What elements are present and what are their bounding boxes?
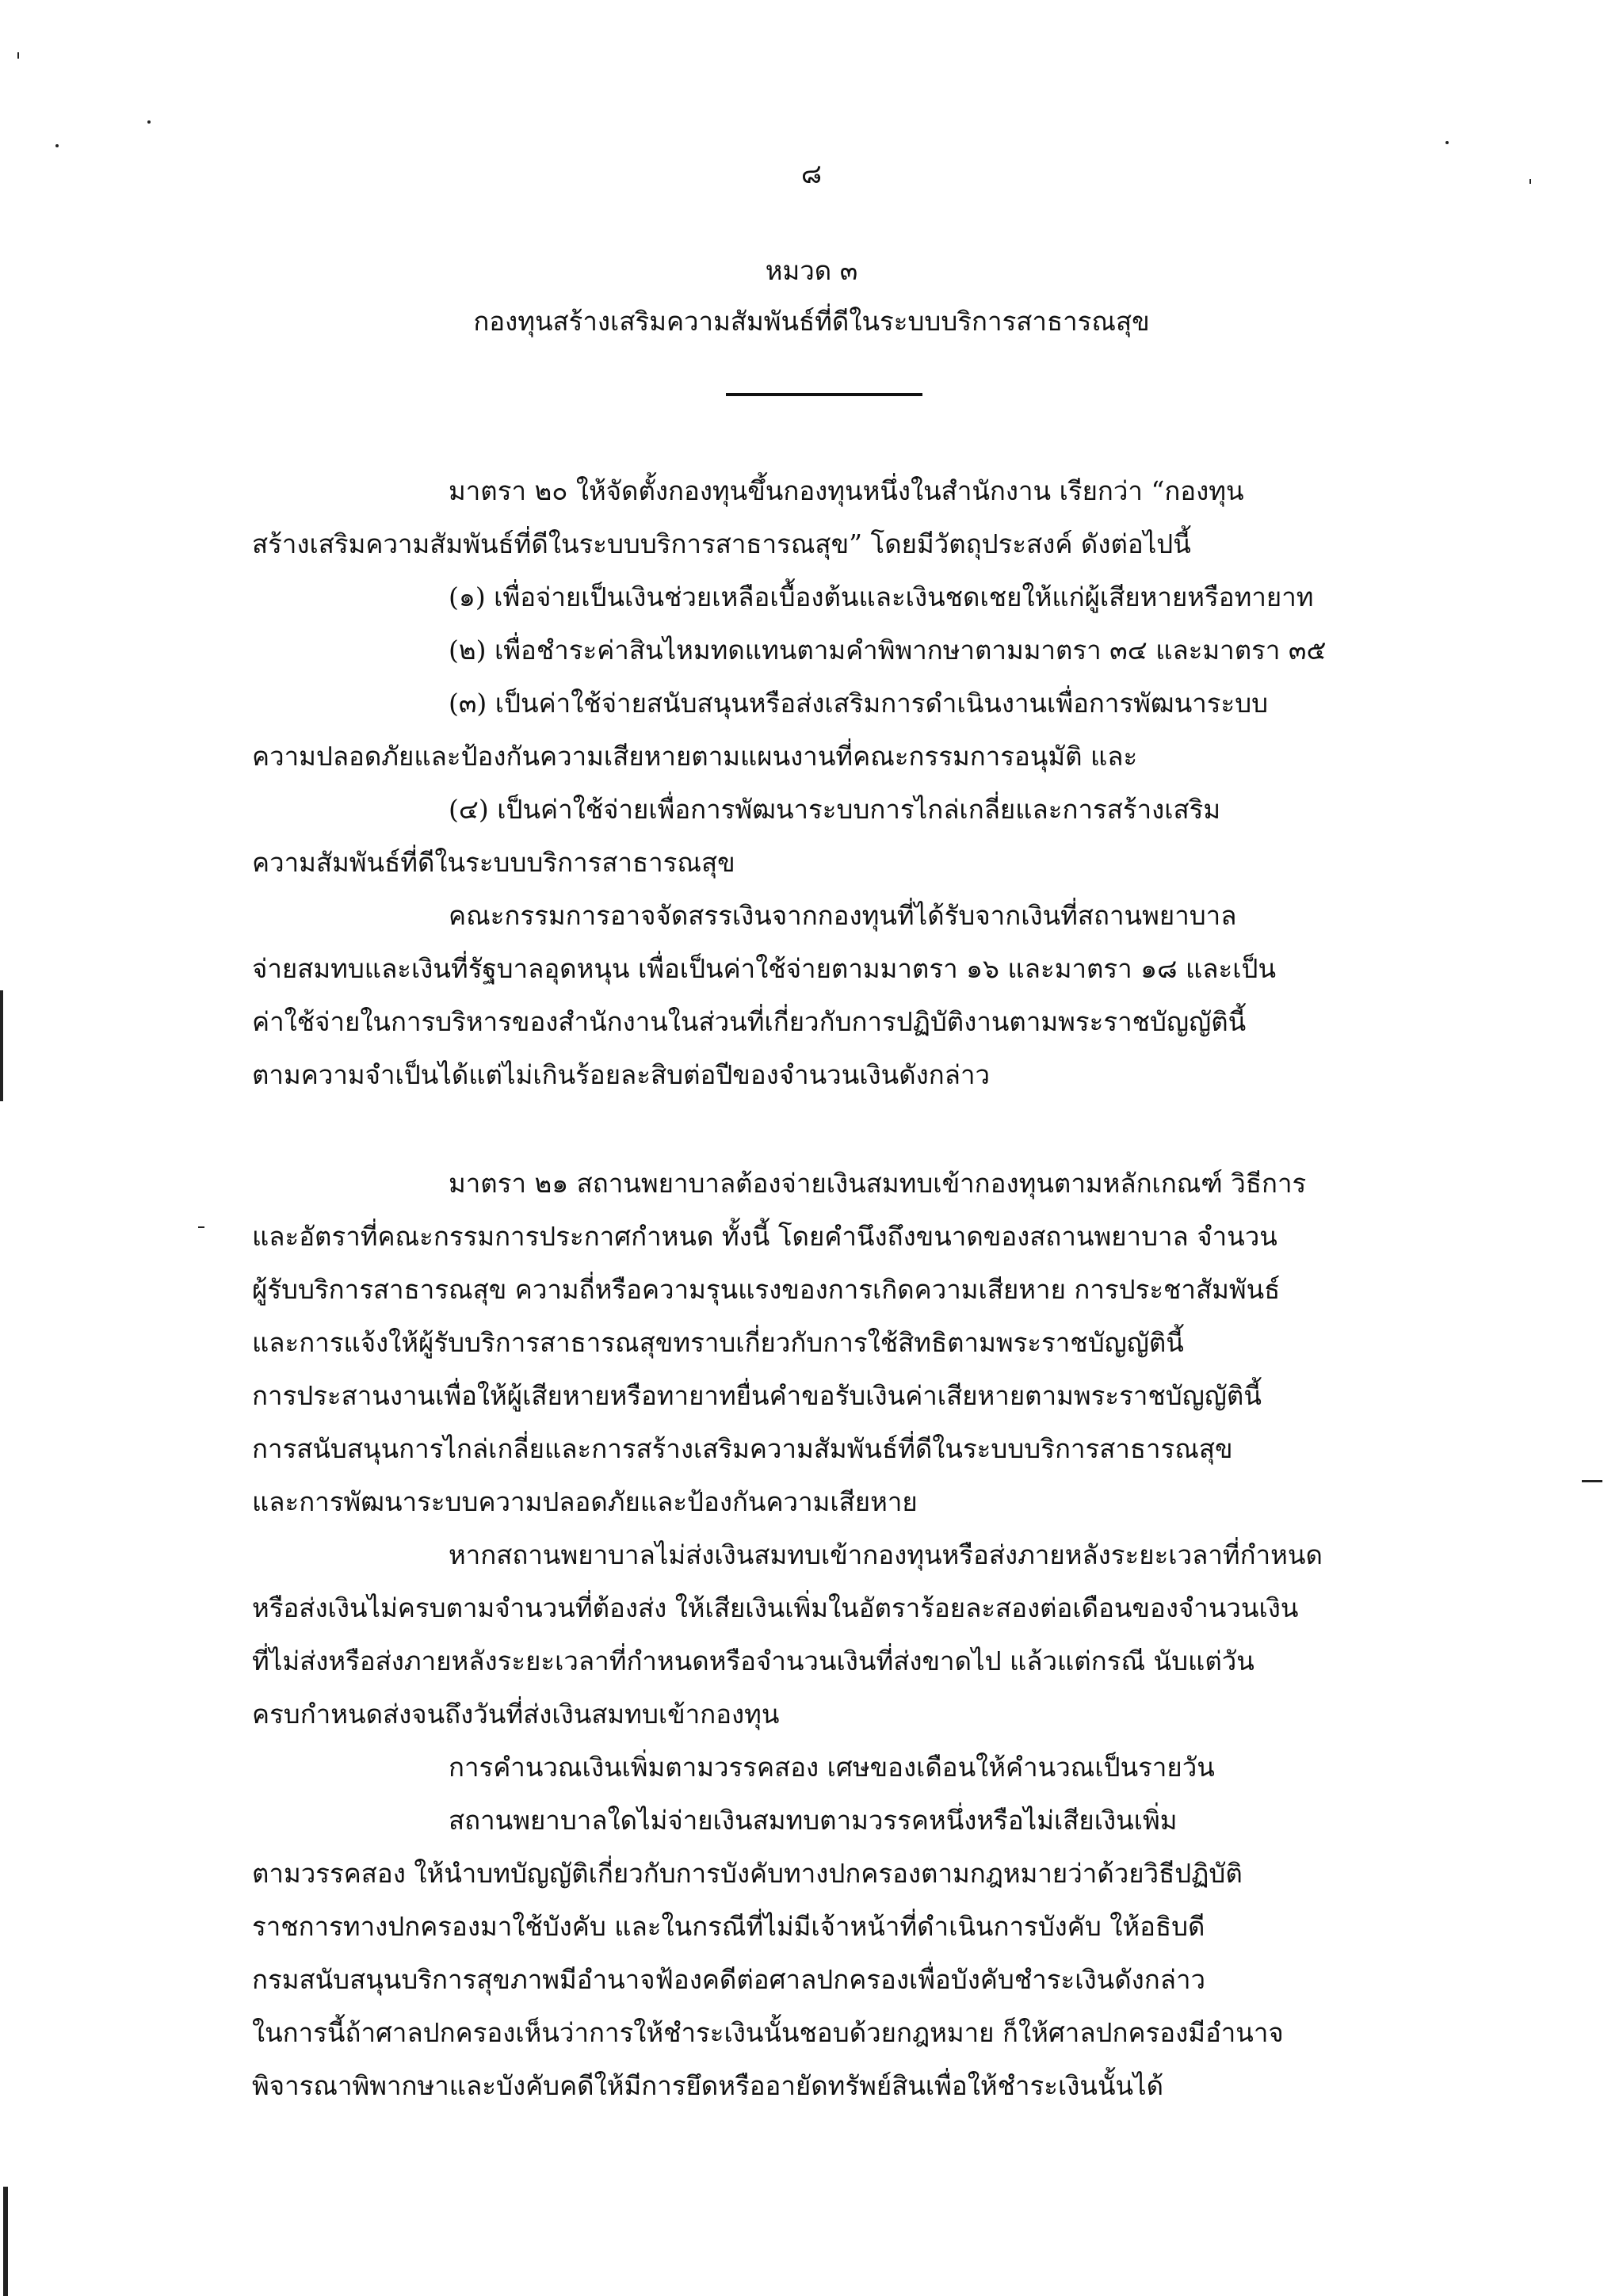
paragraph-line: พิจารณาพิพากษาและบังคับคดีให้มีการยึดหรืออายัดทรัพย์สินเพื่อให้ชำระเงินนั้นได้	[252, 2070, 1164, 2101]
scan-edge-mark	[3, 2187, 8, 2296]
scan-edge-mark	[0, 990, 3, 1101]
scan-dot	[147, 120, 151, 124]
scan-dash	[198, 1226, 204, 1228]
scan-dash	[1582, 1480, 1602, 1482]
paragraph-line: ตามความจำเป็นได้แต่ไม่เกินร้อยละสิบต่อปีของจำนวนเงินดังกล่าว	[252, 1059, 991, 1090]
scan-dash	[1529, 179, 1531, 184]
section-divider	[726, 393, 922, 396]
list-item: (๓) เป็นค่าใช้จ่ายสนับสนุนหรือส่งเสริมการดำเนินงานเพื่อการพัฒนาระบบ	[449, 688, 1269, 719]
paragraph-line: และอัตราที่คณะกรรมการประกาศกำหนด ทั้งนี้ โดยคำนึงถึงขนาดของสถานพยาบาล จำนวน	[252, 1221, 1277, 1252]
paragraph-line: จ่ายสมทบและเงินที่รัฐบาลอุดหนุน เพื่อเป็นค่าใช้จ่ายตามมาตรา ๑๖ และมาตรา ๑๘ และเป็น	[252, 953, 1277, 984]
chapter-title: กองทุนสร้างเสริมความสัมพันธ์ที่ดีในระบบบริการสาธารณสุข	[473, 306, 1150, 337]
paragraph-line: ครบกำหนดส่งจนถึงวันที่ส่งเงินสมทบเข้ากองทุน	[252, 1699, 780, 1730]
paragraph-line: ในการนี้ถ้าศาลปกครองเห็นว่าการให้ชำระเงินนั้นชอบด้วยกฎหมาย ก็ให้ศาลปกครองมีอำนาจ	[252, 2017, 1284, 2048]
paragraph-line: การคำนวณเงินเพิ่มตามวรรคสอง เศษของเดือนให้คำนวณเป็นรายวัน	[449, 1752, 1215, 1783]
list-item: (๑) เพื่อจ่ายเป็นเงินช่วยเหลือเบื้องต้นและเงินชดเชยให้แก่ผู้เสียหายหรือทายาท	[449, 582, 1314, 612]
paragraph-line: ผู้รับบริการสาธารณสุข ความถี่หรือความรุนแรงของการเกิดความเสียหาย การประชาสัมพันธ์	[252, 1274, 1281, 1305]
paragraph-line: หากสถานพยาบาลไม่ส่งเงินสมทบเข้ากองทุนหรือส่งภายหลังระยะเวลาที่กำหนด	[449, 1539, 1323, 1570]
paragraph-line: ราชการทางปกครองมาใช้บังคับ และในกรณีที่ไม่มีเจ้าหน้าที่ดำเนินการบังคับ ให้อธิบดี	[252, 1911, 1205, 1942]
paragraph-line: ที่ไม่ส่งหรือส่งภายหลังระยะเวลาที่กำหนดหรือจำนวนเงินที่ส่งขาดไป แล้วแต่กรณี นับแต่วัน	[252, 1646, 1254, 1676]
paragraph-line: การสนับสนุนการไกล่เกลี่ยและการสร้างเสริมความสัมพันธ์ที่ดีในระบบบริการสาธารณสุข	[252, 1433, 1233, 1464]
paragraph-line: คณะกรรมการอาจจัดสรรเงินจากกองทุนที่ได้รับจากเงินที่สถานพยาบาล	[449, 900, 1237, 931]
list-item: (๒) เพื่อชำระค่าสินไหมทดแทนตามคำพิพากษาตามมาตรา ๓๔ และมาตรา ๓๕	[449, 635, 1327, 666]
page-number: ๘	[800, 158, 823, 190]
paragraph-line: สร้างเสริมความสัมพันธ์ที่ดีในระบบบริการสาธารณสุข” โดยมีวัตถุประสงค์ ดังต่อไปนี้	[252, 528, 1191, 559]
paragraph-line: และการพัฒนาระบบความปลอดภัยและป้องกันความเสียหาย	[252, 1486, 918, 1517]
scan-dot	[1445, 141, 1449, 144]
paragraph-line: สถานพยาบาลใดไม่จ่ายเงินสมทบตามวรรคหนึ่งหรือไม่เสียเงินเพิ่ม	[449, 1805, 1178, 1836]
paragraph-line: ค่าใช้จ่ายในการบริหารของสำนักงานในส่วนที่เกี่ยวกับการปฏิบัติงานตามพระราชบัญญัตินี้	[252, 1006, 1247, 1037]
paragraph-line: กรมสนับสนุนบริการสุขภาพมีอำนาจฟ้องคดีต่อศาลปกครองเพื่อบังคับชำระเงินดังกล่าว	[252, 1964, 1206, 1995]
paragraph-line: ตามวรรคสอง ให้นำบทบัญญัติเกี่ยวกับการบังคับทางปกครองตามกฎหมายว่าด้วยวิธีปฏิบัติ	[252, 1858, 1243, 1889]
chapter-heading: หมวด ๓	[765, 255, 858, 286]
paragraph-line: มาตรา ๒๐ ให้จัดตั้งกองทุนขึ้นกองทุนหนึ่งในสำนักงาน เรียกว่า “กองทุน	[449, 475, 1244, 506]
paragraph-line: ความปลอดภัยและป้องกันความเสียหายตามแผนงานที่คณะกรรมการอนุมัติ และ	[252, 741, 1138, 772]
scan-dash	[17, 52, 19, 59]
paragraph-line: ความสัมพันธ์ที่ดีในระบบบริการสาธารณสุข	[252, 847, 735, 878]
paragraph-line: และการแจ้งให้ผู้รับบริการสาธารณสุขทราบเกี่ยวกับการใช้สิทธิตามพระราชบัญญัตินี้	[252, 1327, 1184, 1358]
list-item: (๔) เป็นค่าใช้จ่ายเพื่อการพัฒนาระบบการไกล่เกลี่ยและการสร้างเสริม	[449, 794, 1221, 825]
paragraph-line: การประสานงานเพื่อให้ผู้เสียหายหรือทายาทยื่นคำขอรับเงินค่าเสียหายตามพระราชบัญญัตินี้	[252, 1380, 1262, 1411]
paragraph-line: หรือส่งเงินไม่ครบตามจำนวนที่ต้องส่ง ให้เสียเงินเพิ่มในอัตราร้อยละสองต่อเดือนของจำนวนเงิน	[252, 1592, 1299, 1623]
paragraph-line: มาตรา ๒๑ สถานพยาบาลต้องจ่ายเงินสมทบเข้ากองทุนตามหลักเกณฑ์ วิธีการ	[449, 1168, 1307, 1199]
scan-dot	[55, 144, 59, 147]
